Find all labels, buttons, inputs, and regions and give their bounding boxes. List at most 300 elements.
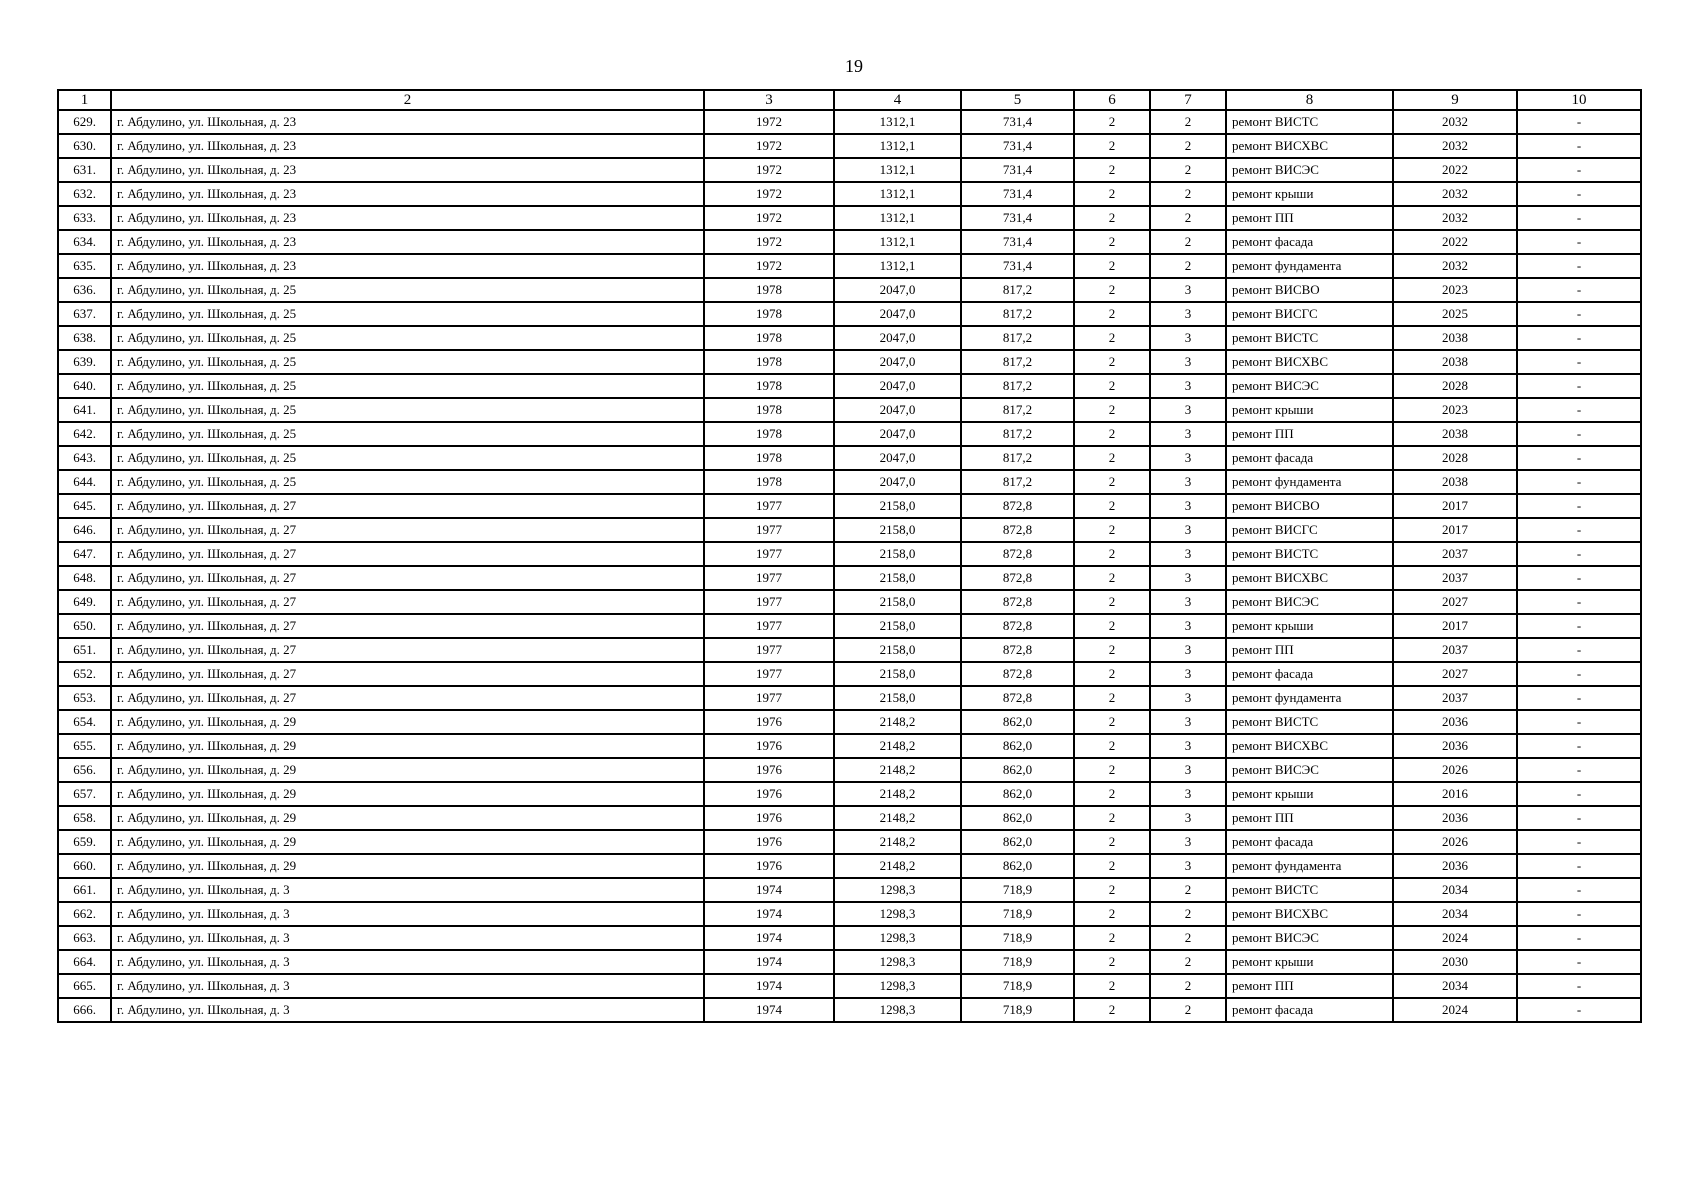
address-cell: г. Абдулино, ул. Школьная, д. 25 xyxy=(111,398,704,422)
table-row xyxy=(58,638,1641,662)
address-cell: г. Абдулино, ул. Школьная, д. 25 xyxy=(111,278,704,302)
living-area-cell: 718,9 xyxy=(961,902,1074,926)
living-area-cell: 872,8 xyxy=(961,662,1074,686)
plan-year-cell: 2037 xyxy=(1393,638,1517,662)
work-type-cell: ремонт ВИСЭС xyxy=(1226,758,1393,782)
floors-cell: 3 xyxy=(1150,638,1226,662)
row-number-cell: 643. xyxy=(58,446,111,470)
row-number-cell: 652. xyxy=(58,662,111,686)
total-area-cell: 1298,3 xyxy=(834,974,961,998)
total-area-cell: 1312,1 xyxy=(834,206,961,230)
cost-cell: - xyxy=(1517,158,1641,182)
row-number-cell: 638. xyxy=(58,326,111,350)
floors-cell: 3 xyxy=(1150,422,1226,446)
work-type-cell: ремонт фундамента xyxy=(1226,686,1393,710)
floors-cell: 3 xyxy=(1150,710,1226,734)
plan-year-cell: 2036 xyxy=(1393,734,1517,758)
build-year-cell: 1978 xyxy=(704,422,834,446)
entrances-cell: 2 xyxy=(1074,518,1150,542)
build-year-cell: 1976 xyxy=(704,806,834,830)
floors-cell: 2 xyxy=(1150,230,1226,254)
row-number-cell: 634. xyxy=(58,230,111,254)
living-area-cell: 872,8 xyxy=(961,614,1074,638)
row-number-cell: 653. xyxy=(58,686,111,710)
cost-cell: - xyxy=(1517,302,1641,326)
col-area-total-header: 4 xyxy=(834,90,961,110)
work-type-cell: ремонт ВИСТС xyxy=(1226,110,1393,134)
floors-cell: 2 xyxy=(1150,902,1226,926)
build-year-cell: 1977 xyxy=(704,566,834,590)
plan-year-cell: 2034 xyxy=(1393,974,1517,998)
row-number-cell: 663. xyxy=(58,926,111,950)
row-number-cell: 658. xyxy=(58,806,111,830)
row-number-cell: 641. xyxy=(58,398,111,422)
total-area-cell: 2047,0 xyxy=(834,398,961,422)
work-type-cell: ремонт ВИСЭС xyxy=(1226,158,1393,182)
floors-cell: 3 xyxy=(1150,806,1226,830)
row-number-cell: 635. xyxy=(58,254,111,278)
total-area-cell: 2158,0 xyxy=(834,518,961,542)
floors-cell: 3 xyxy=(1150,446,1226,470)
col-cost-header: 10 xyxy=(1517,90,1641,110)
floors-cell: 3 xyxy=(1150,398,1226,422)
row-number-cell: 642. xyxy=(58,422,111,446)
total-area-cell: 2148,2 xyxy=(834,758,961,782)
address-cell: г. Абдулино, ул. Школьная, д. 23 xyxy=(111,110,704,134)
row-number-cell: 661. xyxy=(58,878,111,902)
floors-cell: 3 xyxy=(1150,830,1226,854)
cost-cell: - xyxy=(1517,902,1641,926)
entrances-cell: 2 xyxy=(1074,326,1150,350)
plan-year-cell: 2038 xyxy=(1393,470,1517,494)
row-number-cell: 650. xyxy=(58,614,111,638)
build-year-cell: 1974 xyxy=(704,950,834,974)
plan-year-cell: 2028 xyxy=(1393,374,1517,398)
total-area-cell: 2148,2 xyxy=(834,734,961,758)
address-cell: г. Абдулино, ул. Школьная, д. 25 xyxy=(111,326,704,350)
living-area-cell: 817,2 xyxy=(961,446,1074,470)
total-area-cell: 2148,2 xyxy=(834,806,961,830)
row-number-cell: 655. xyxy=(58,734,111,758)
table-row xyxy=(58,830,1641,854)
cost-cell: - xyxy=(1517,182,1641,206)
table-row xyxy=(58,494,1641,518)
living-area-cell: 862,0 xyxy=(961,758,1074,782)
table-row xyxy=(58,374,1641,398)
plan-year-cell: 2023 xyxy=(1393,278,1517,302)
living-area-cell: 862,0 xyxy=(961,830,1074,854)
plan-year-cell: 2038 xyxy=(1393,350,1517,374)
plan-year-cell: 2038 xyxy=(1393,422,1517,446)
floors-cell: 3 xyxy=(1150,566,1226,590)
table-row xyxy=(58,254,1641,278)
work-type-cell: ремонт ВИСТС xyxy=(1226,878,1393,902)
work-type-cell: ремонт фасада xyxy=(1226,662,1393,686)
work-type-cell: ремонт фасада xyxy=(1226,230,1393,254)
entrances-cell: 2 xyxy=(1074,374,1150,398)
floors-cell: 2 xyxy=(1150,926,1226,950)
table-row xyxy=(58,134,1641,158)
floors-cell: 3 xyxy=(1150,470,1226,494)
total-area-cell: 1298,3 xyxy=(834,902,961,926)
cost-cell: - xyxy=(1517,230,1641,254)
living-area-cell: 817,2 xyxy=(961,422,1074,446)
build-year-cell: 1976 xyxy=(704,854,834,878)
plan-year-cell: 2036 xyxy=(1393,854,1517,878)
work-type-cell: ремонт крыши xyxy=(1226,182,1393,206)
address-cell: г. Абдулино, ул. Школьная, д. 25 xyxy=(111,302,704,326)
row-number-cell: 629. xyxy=(58,110,111,134)
cost-cell: - xyxy=(1517,398,1641,422)
cost-cell: - xyxy=(1517,374,1641,398)
build-year-cell: 1977 xyxy=(704,590,834,614)
entrances-cell: 2 xyxy=(1074,614,1150,638)
living-area-cell: 718,9 xyxy=(961,926,1074,950)
row-number-cell: 639. xyxy=(58,350,111,374)
cost-cell: - xyxy=(1517,446,1641,470)
floors-cell: 3 xyxy=(1150,662,1226,686)
work-type-cell: ремонт ВИСЭС xyxy=(1226,590,1393,614)
total-area-cell: 2158,0 xyxy=(834,662,961,686)
total-area-cell: 1312,1 xyxy=(834,134,961,158)
repair-schedule-table xyxy=(57,89,1642,1023)
entrances-cell: 2 xyxy=(1074,134,1150,158)
plan-year-cell: 2024 xyxy=(1393,926,1517,950)
floors-cell: 3 xyxy=(1150,758,1226,782)
living-area-cell: 872,8 xyxy=(961,686,1074,710)
living-area-cell: 817,2 xyxy=(961,302,1074,326)
table-header-row xyxy=(58,90,1641,110)
entrances-cell: 2 xyxy=(1074,422,1150,446)
entrances-cell: 2 xyxy=(1074,254,1150,278)
table-row xyxy=(58,974,1641,998)
work-type-cell: ремонт фасада xyxy=(1226,998,1393,1022)
plan-year-cell: 2024 xyxy=(1393,998,1517,1022)
row-number-cell: 632. xyxy=(58,182,111,206)
plan-year-cell: 2023 xyxy=(1393,398,1517,422)
cost-cell: - xyxy=(1517,110,1641,134)
floors-cell: 3 xyxy=(1150,590,1226,614)
floors-cell: 3 xyxy=(1150,542,1226,566)
floors-cell: 2 xyxy=(1150,110,1226,134)
total-area-cell: 1298,3 xyxy=(834,950,961,974)
build-year-cell: 1977 xyxy=(704,494,834,518)
entrances-cell: 2 xyxy=(1074,182,1150,206)
work-type-cell: ремонт ПП xyxy=(1226,638,1393,662)
total-area-cell: 1298,3 xyxy=(834,998,961,1022)
table-row xyxy=(58,470,1641,494)
table-row xyxy=(58,662,1641,686)
floors-cell: 2 xyxy=(1150,878,1226,902)
living-area-cell: 718,9 xyxy=(961,974,1074,998)
table-row xyxy=(58,206,1641,230)
build-year-cell: 1977 xyxy=(704,686,834,710)
work-type-cell: ремонт фасада xyxy=(1226,446,1393,470)
table-row xyxy=(58,302,1641,326)
table-row xyxy=(58,422,1641,446)
plan-year-cell: 2037 xyxy=(1393,566,1517,590)
total-area-cell: 2158,0 xyxy=(834,614,961,638)
floors-cell: 2 xyxy=(1150,182,1226,206)
total-area-cell: 2158,0 xyxy=(834,638,961,662)
row-number-cell: 636. xyxy=(58,278,111,302)
work-type-cell: ремонт ВИСВО xyxy=(1226,494,1393,518)
work-type-cell: ремонт фундамента xyxy=(1226,854,1393,878)
living-area-cell: 817,2 xyxy=(961,470,1074,494)
build-year-cell: 1978 xyxy=(704,374,834,398)
living-area-cell: 817,2 xyxy=(961,326,1074,350)
row-number-cell: 631. xyxy=(58,158,111,182)
plan-year-cell: 2030 xyxy=(1393,950,1517,974)
address-cell: г. Абдулино, ул. Школьная, д. 3 xyxy=(111,926,704,950)
plan-year-cell: 2036 xyxy=(1393,806,1517,830)
table-row xyxy=(58,902,1641,926)
cost-cell: - xyxy=(1517,830,1641,854)
row-number-cell: 646. xyxy=(58,518,111,542)
entrances-cell: 2 xyxy=(1074,878,1150,902)
address-cell: г. Абдулино, ул. Школьная, д. 3 xyxy=(111,950,704,974)
living-area-cell: 731,4 xyxy=(961,134,1074,158)
build-year-cell: 1978 xyxy=(704,278,834,302)
build-year-cell: 1977 xyxy=(704,662,834,686)
plan-year-cell: 2038 xyxy=(1393,326,1517,350)
table-row xyxy=(58,590,1641,614)
living-area-cell: 731,4 xyxy=(961,110,1074,134)
living-area-cell: 862,0 xyxy=(961,734,1074,758)
plan-year-cell: 2027 xyxy=(1393,590,1517,614)
living-area-cell: 731,4 xyxy=(961,158,1074,182)
cost-cell: - xyxy=(1517,686,1641,710)
floors-cell: 3 xyxy=(1150,302,1226,326)
entrances-cell: 2 xyxy=(1074,230,1150,254)
entrances-cell: 2 xyxy=(1074,302,1150,326)
address-cell: г. Абдулино, ул. Школьная, д. 25 xyxy=(111,446,704,470)
total-area-cell: 2158,0 xyxy=(834,494,961,518)
row-number-cell: 660. xyxy=(58,854,111,878)
entrances-cell: 2 xyxy=(1074,830,1150,854)
build-year-cell: 1974 xyxy=(704,998,834,1022)
entrances-cell: 2 xyxy=(1074,638,1150,662)
plan-year-cell: 2017 xyxy=(1393,614,1517,638)
col-plan-year-header: 9 xyxy=(1393,90,1517,110)
cost-cell: - xyxy=(1517,878,1641,902)
address-cell: г. Абдулино, ул. Школьная, д. 23 xyxy=(111,206,704,230)
entrances-cell: 2 xyxy=(1074,998,1150,1022)
cost-cell: - xyxy=(1517,350,1641,374)
entrances-cell: 2 xyxy=(1074,206,1150,230)
address-cell: г. Абдулино, ул. Школьная, д. 23 xyxy=(111,254,704,278)
row-number-cell: 630. xyxy=(58,134,111,158)
entrances-cell: 2 xyxy=(1074,902,1150,926)
work-type-cell: ремонт ПП xyxy=(1226,806,1393,830)
entrances-cell: 2 xyxy=(1074,566,1150,590)
total-area-cell: 2158,0 xyxy=(834,566,961,590)
total-area-cell: 1312,1 xyxy=(834,254,961,278)
total-area-cell: 2047,0 xyxy=(834,446,961,470)
entrances-cell: 2 xyxy=(1074,926,1150,950)
total-area-cell: 1298,3 xyxy=(834,926,961,950)
address-cell: г. Абдулино, ул. Школьная, д. 27 xyxy=(111,590,704,614)
entrances-cell: 2 xyxy=(1074,494,1150,518)
row-number-cell: 649. xyxy=(58,590,111,614)
living-area-cell: 872,8 xyxy=(961,518,1074,542)
entrances-cell: 2 xyxy=(1074,806,1150,830)
work-type-cell: ремонт ВИСВО xyxy=(1226,278,1393,302)
address-cell: г. Абдулино, ул. Школьная, д. 29 xyxy=(111,806,704,830)
living-area-cell: 872,8 xyxy=(961,494,1074,518)
work-type-cell: ремонт крыши xyxy=(1226,614,1393,638)
living-area-cell: 862,0 xyxy=(961,710,1074,734)
table-row xyxy=(58,326,1641,350)
work-type-cell: ремонт крыши xyxy=(1226,398,1393,422)
total-area-cell: 2047,0 xyxy=(834,302,961,326)
floors-cell: 3 xyxy=(1150,782,1226,806)
cost-cell: - xyxy=(1517,494,1641,518)
floors-cell: 2 xyxy=(1150,254,1226,278)
living-area-cell: 817,2 xyxy=(961,374,1074,398)
cost-cell: - xyxy=(1517,542,1641,566)
cost-cell: - xyxy=(1517,950,1641,974)
row-number-cell: 645. xyxy=(58,494,111,518)
table-row xyxy=(58,998,1641,1022)
entrances-cell: 2 xyxy=(1074,710,1150,734)
address-cell: г. Абдулино, ул. Школьная, д. 3 xyxy=(111,974,704,998)
address-cell: г. Абдулино, ул. Школьная, д. 27 xyxy=(111,518,704,542)
address-cell: г. Абдулино, ул. Школьная, д. 3 xyxy=(111,998,704,1022)
build-year-cell: 1972 xyxy=(704,134,834,158)
living-area-cell: 817,2 xyxy=(961,398,1074,422)
table-row xyxy=(58,950,1641,974)
floors-cell: 2 xyxy=(1150,974,1226,998)
floors-cell: 3 xyxy=(1150,326,1226,350)
plan-year-cell: 2036 xyxy=(1393,710,1517,734)
plan-year-cell: 2022 xyxy=(1393,230,1517,254)
work-type-cell: ремонт ВИСХВС xyxy=(1226,902,1393,926)
plan-year-cell: 2027 xyxy=(1393,662,1517,686)
row-number-cell: 666. xyxy=(58,998,111,1022)
entrances-cell: 2 xyxy=(1074,974,1150,998)
cost-cell: - xyxy=(1517,662,1641,686)
table-row xyxy=(58,734,1641,758)
floors-cell: 3 xyxy=(1150,374,1226,398)
plan-year-cell: 2017 xyxy=(1393,518,1517,542)
build-year-cell: 1978 xyxy=(704,350,834,374)
build-year-cell: 1974 xyxy=(704,926,834,950)
plan-year-cell: 2037 xyxy=(1393,542,1517,566)
address-cell: г. Абдулино, ул. Школьная, д. 23 xyxy=(111,182,704,206)
total-area-cell: 1312,1 xyxy=(834,158,961,182)
cost-cell: - xyxy=(1517,326,1641,350)
living-area-cell: 862,0 xyxy=(961,806,1074,830)
total-area-cell: 1312,1 xyxy=(834,230,961,254)
cost-cell: - xyxy=(1517,710,1641,734)
plan-year-cell: 2026 xyxy=(1393,758,1517,782)
address-cell: г. Абдулино, ул. Школьная, д. 25 xyxy=(111,422,704,446)
table-row xyxy=(58,782,1641,806)
floors-cell: 2 xyxy=(1150,158,1226,182)
work-type-cell: ремонт ВИСХВС xyxy=(1226,350,1393,374)
cost-cell: - xyxy=(1517,590,1641,614)
address-cell: г. Абдулино, ул. Школьная, д. 29 xyxy=(111,734,704,758)
plan-year-cell: 2017 xyxy=(1393,494,1517,518)
address-cell: г. Абдулино, ул. Школьная, д. 23 xyxy=(111,230,704,254)
build-year-cell: 1978 xyxy=(704,326,834,350)
plan-year-cell: 2032 xyxy=(1393,206,1517,230)
cost-cell: - xyxy=(1517,758,1641,782)
living-area-cell: 817,2 xyxy=(961,350,1074,374)
cost-cell: - xyxy=(1517,614,1641,638)
table-row xyxy=(58,182,1641,206)
build-year-cell: 1978 xyxy=(704,446,834,470)
address-cell: г. Абдулино, ул. Школьная, д. 27 xyxy=(111,494,704,518)
plan-year-cell: 2034 xyxy=(1393,878,1517,902)
build-year-cell: 1972 xyxy=(704,182,834,206)
work-type-cell: ремонт ВИСТС xyxy=(1226,542,1393,566)
plan-year-cell: 2032 xyxy=(1393,134,1517,158)
row-number-cell: 656. xyxy=(58,758,111,782)
total-area-cell: 2047,0 xyxy=(834,278,961,302)
entrances-cell: 2 xyxy=(1074,950,1150,974)
table-row xyxy=(58,350,1641,374)
col-work-type-header: 8 xyxy=(1226,90,1393,110)
table-row xyxy=(58,614,1641,638)
total-area-cell: 2158,0 xyxy=(834,590,961,614)
work-type-cell: ремонт ВИСТС xyxy=(1226,710,1393,734)
entrances-cell: 2 xyxy=(1074,158,1150,182)
table-row xyxy=(58,878,1641,902)
cost-cell: - xyxy=(1517,254,1641,278)
living-area-cell: 872,8 xyxy=(961,590,1074,614)
work-type-cell: ремонт ВИСЭС xyxy=(1226,374,1393,398)
entrances-cell: 2 xyxy=(1074,686,1150,710)
entrances-cell: 2 xyxy=(1074,542,1150,566)
address-cell: г. Абдулино, ул. Школьная, д. 25 xyxy=(111,350,704,374)
row-number-cell: 654. xyxy=(58,710,111,734)
build-year-cell: 1978 xyxy=(704,398,834,422)
address-cell: г. Абдулино, ул. Школьная, д. 27 xyxy=(111,638,704,662)
living-area-cell: 817,2 xyxy=(961,278,1074,302)
cost-cell: - xyxy=(1517,566,1641,590)
address-cell: г. Абдулино, ул. Школьная, д. 27 xyxy=(111,662,704,686)
row-number-cell: 662. xyxy=(58,902,111,926)
living-area-cell: 731,4 xyxy=(961,206,1074,230)
row-number-cell: 647. xyxy=(58,542,111,566)
work-type-cell: ремонт ВИСХВС xyxy=(1226,134,1393,158)
cost-cell: - xyxy=(1517,998,1641,1022)
build-year-cell: 1972 xyxy=(704,158,834,182)
work-type-cell: ремонт крыши xyxy=(1226,950,1393,974)
cost-cell: - xyxy=(1517,518,1641,542)
floors-cell: 2 xyxy=(1150,950,1226,974)
cost-cell: - xyxy=(1517,806,1641,830)
total-area-cell: 1298,3 xyxy=(834,878,961,902)
col-num-header: 1 xyxy=(58,90,111,110)
cost-cell: - xyxy=(1517,278,1641,302)
plan-year-cell: 2032 xyxy=(1393,182,1517,206)
table-row xyxy=(58,110,1641,134)
build-year-cell: 1978 xyxy=(704,470,834,494)
floors-cell: 3 xyxy=(1150,350,1226,374)
address-cell: г. Абдулино, ул. Школьная, д. 29 xyxy=(111,782,704,806)
work-type-cell: ремонт ВИСХВС xyxy=(1226,566,1393,590)
work-type-cell: ремонт крыши xyxy=(1226,782,1393,806)
work-type-cell: ремонт ПП xyxy=(1226,974,1393,998)
total-area-cell: 2148,2 xyxy=(834,782,961,806)
plan-year-cell: 2032 xyxy=(1393,110,1517,134)
row-number-cell: 644. xyxy=(58,470,111,494)
cost-cell: - xyxy=(1517,974,1641,998)
entrances-cell: 2 xyxy=(1074,854,1150,878)
